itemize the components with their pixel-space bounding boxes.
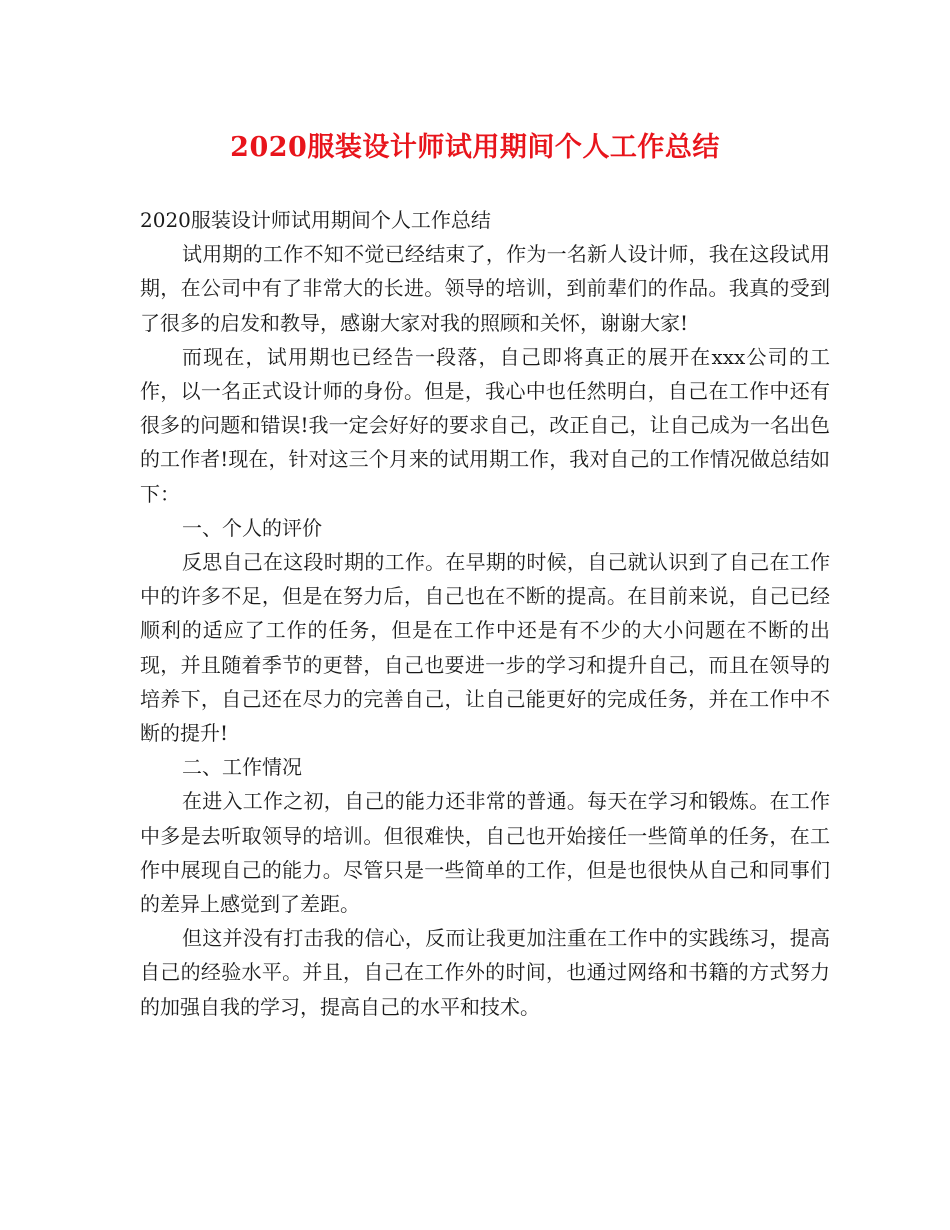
subtitle-paragraph: 2020服装设计师试用期间个人工作总结	[140, 208, 491, 232]
body-paragraph: 但这并没有打击我的信心，反而让我更加注重在工作中的实践练习，提高自己的经验水平。并且，自己在工作外的时间，也通过网络和书籍的方式努力的加强自我的学习，提高自己的水平和技术。	[140, 926, 830, 1019]
section-heading: 一、个人的评价	[182, 515, 322, 540]
body-paragraph: 而现在，试用期也已经告一段落，自己即将真正的展开在xxx公司的工作，以一名正式设计师的身份。但是，我心中也任然明白，自己在工作中还有很多的问题和错误!我一定会好好的要求自己，改正自己，让自己成为一名出色的工作者!现在，针对这三个月来的试用期工作，我对自己的工作情况做总结如下：	[140, 344, 830, 506]
body-paragraph: 试用期的工作不知不觉已经结束了，作为一名新人设计师，我在这段试用期，在公司中有了非常大的长进。领导的培训，到前辈们的作品。我真的受到了很多的启发和教导，感谢大家对我的照顾和关怀，谢谢大家!	[140, 242, 830, 335]
section-heading: 二、工作情况	[182, 755, 302, 780]
document-title: 2020服装设计师试用期间个人工作总结	[230, 132, 720, 163]
body-paragraph: 在进入工作之初，自己的能力还非常的普通。每天在学习和锻炼。在工作中多是去听取领导的培训。但很难快，自己也开始接任一些简单的任务，在工作中展现自己的能力。尽管只是一些简单的工作，但是也很快从自己和同事们的差异上感觉到了差距。	[140, 789, 830, 917]
body-paragraph: 反思自己在这段时期的工作。在早期的时候，自己就认识到了自己在工作中的许多不足，但是在努力后，自己也在不断的提高。在目前来说，自己已经顺利的适应了工作的任务，但是在工作中还是有不少的大小问题在不断的出现，并且随着季节的更替，自己也要进一步的学习和提升自己，而且在领导的培养下，自己还在尽力的完善自己，让自己能更好的完成任务，并在工作中不断的提升!	[140, 550, 830, 746]
document-body	[140, 203, 830, 1024]
